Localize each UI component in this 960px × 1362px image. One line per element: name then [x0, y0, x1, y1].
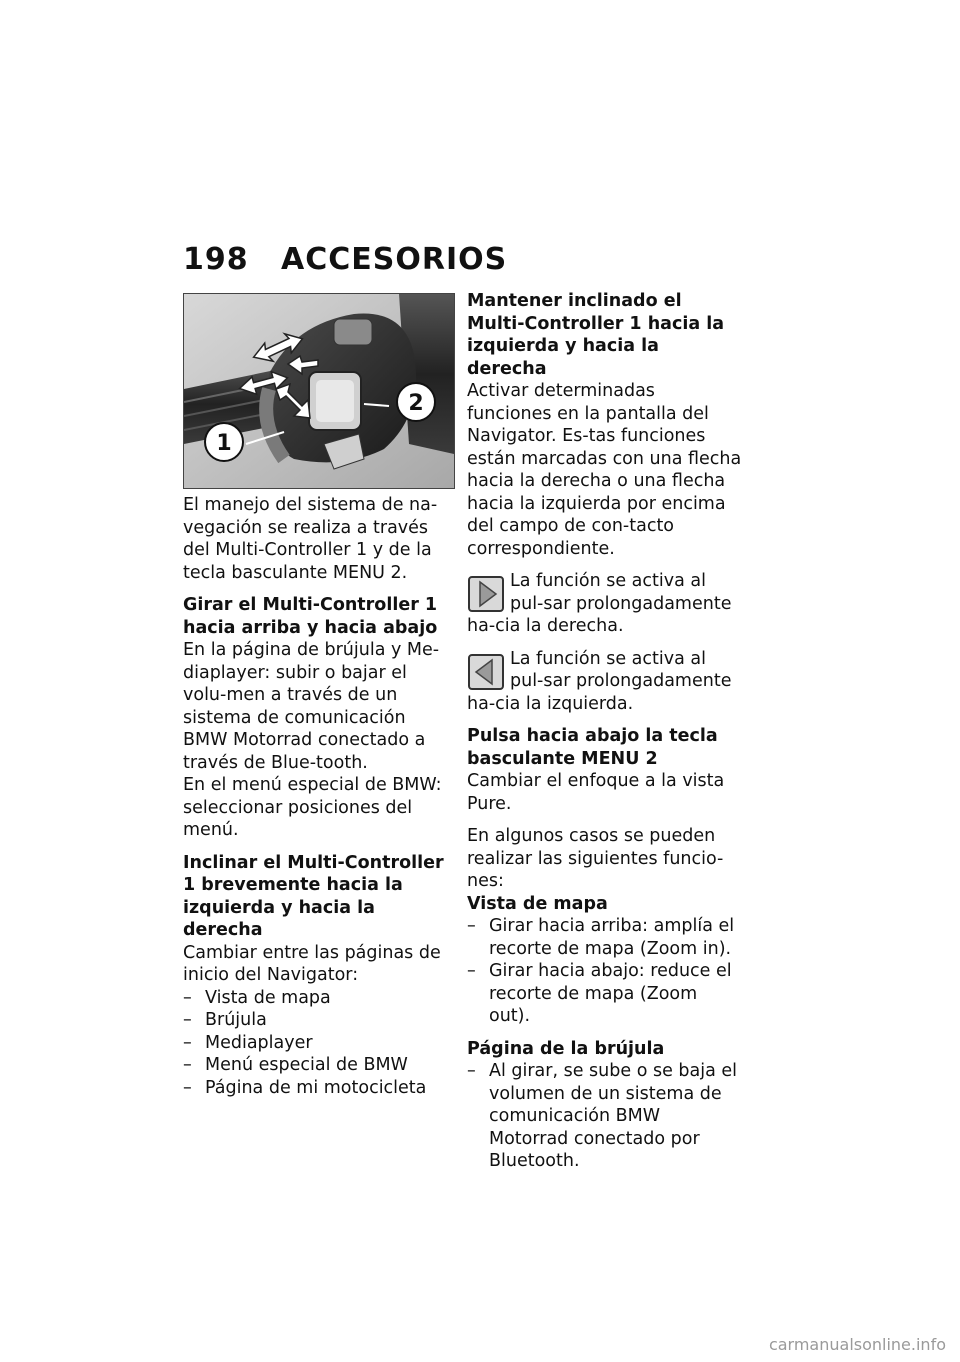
map-functions-list — [467, 915, 742, 1028]
subsection-heading-map: Vista de mapa — [467, 893, 608, 914]
list-item: – Vista de mapa — [183, 987, 451, 1010]
section-heading-rotate: Girar el Multi-Controller 1 hacia arriba y hacia abajo — [183, 595, 438, 638]
page-header — [183, 242, 507, 277]
list-item: – Girar hacia arriba: amplía el recorte de mapa (Zoom in). — [467, 915, 742, 960]
compass-functions-list — [467, 1060, 742, 1173]
list-item: – Página de mi motocicleta — [183, 1077, 451, 1100]
paragraph: En algunos casos se pueden realizar las siguientes funcio-nes: — [467, 826, 724, 891]
section-heading-press-menu: Pulsa hacia abajo la tecla basculante MENU 2 — [467, 726, 718, 769]
list-item: – Brújula — [183, 1009, 451, 1032]
intro-paragraph: El manejo del sistema de na-vegación se realiza a través del Multi-Controller 1 y de la tecla basculante MENU 2. — [183, 495, 438, 583]
list-item: – Menú especial de BMW — [183, 1054, 451, 1077]
right-column — [467, 290, 742, 1183]
page-number: 198 — [183, 242, 249, 277]
section-title: ACCESORIOS — [281, 242, 508, 277]
right-arrow-note — [467, 570, 742, 648]
section-heading-tilt-briefly: Inclinar el Multi-Controller 1 brevemente hacia la izquierda y hacia la derecha — [183, 852, 444, 940]
paragraph: En la página de brújula y Me-diaplayer: subir o bajar el volu-men a través de un sistema de comunicación BMW Motorrad conectado a través de Blue-tooth. — [183, 640, 440, 773]
list-item: – Al girar, se sube o se baja el volumen de un sistema de comunicación BMW Motorrad conectado por Bluetooth. — [467, 1060, 742, 1173]
handlebar-controls-figure — [183, 293, 455, 489]
arrow-right-icon — [468, 576, 504, 612]
left-arrow-note — [467, 648, 742, 726]
paragraph: Activar determinadas funciones en la pantalla del Navigator. Es-tas funciones están marcadas con una flecha hacia la derecha o una flecha hacia la izquierda por encima del campo de con-tacto correspondiente. — [467, 381, 742, 559]
handlebar-illustration — [184, 294, 454, 488]
note-text: La función se activa al pul-sar prolongadamente ha-cia la izquierda. — [467, 648, 732, 714]
note-text: La función se activa al pul-sar prolongadamente ha-cia la derecha. — [467, 571, 732, 636]
paragraph: En el menú especial de BMW: seleccionar posiciones del menú. — [183, 775, 442, 840]
list-item: – Girar hacia abajo: reduce el recorte de mapa (Zoom out). — [467, 960, 742, 1028]
watermark: carmanualsonline.info — [768, 1335, 946, 1354]
arrow-left-icon — [468, 654, 504, 690]
section-heading-hold-tilted: Mantener inclinado el Multi-Controller 1 hacia la izquierda y hacia la derecha — [467, 291, 725, 379]
list-item: – Mediaplayer — [183, 1032, 451, 1055]
paragraph: Cambiar entre las páginas de inicio del Navigator: — [183, 942, 441, 985]
home-pages-list — [183, 987, 451, 1100]
paragraph: Cambiar el enfoque a la vista Pure. — [467, 771, 725, 814]
left-column — [183, 494, 451, 1109]
subsection-heading-compass: Página de la brújula — [467, 1038, 665, 1059]
callout-2-label: 2 — [408, 391, 424, 416]
callout-1-label: 1 — [216, 431, 232, 456]
